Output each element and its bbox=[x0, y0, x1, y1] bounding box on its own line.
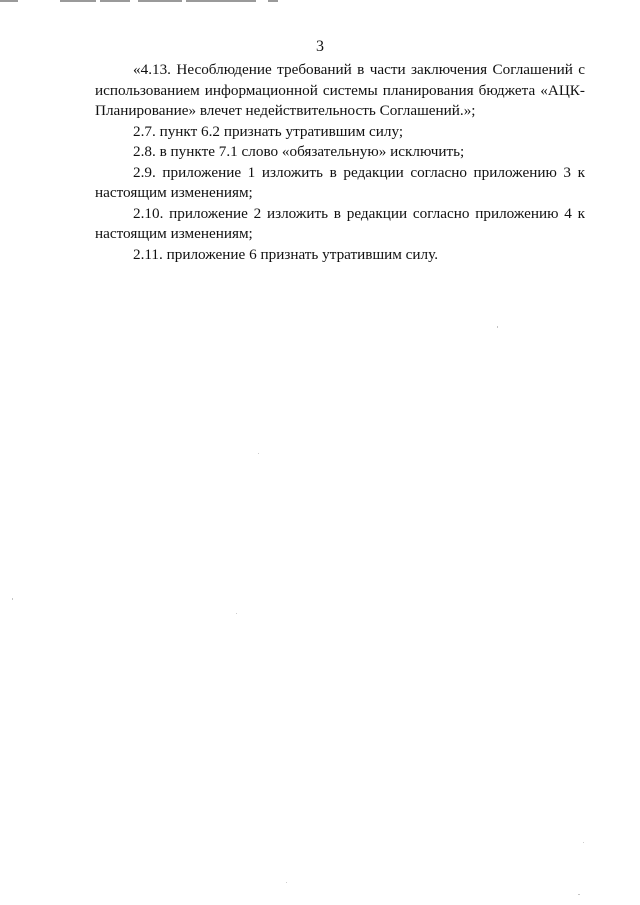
scan-speck bbox=[286, 882, 287, 883]
scan-edge-marks bbox=[0, 0, 640, 4]
page-number: 3 bbox=[316, 38, 324, 55]
paragraph-2-10: 2.10. приложение 2 изложить в редакции согласно приложению 4 к настоящим изменениям; bbox=[95, 204, 585, 242]
scan-speck bbox=[258, 453, 259, 454]
paragraph-2-9: 2.9. приложение 1 изложить в редакции согласно приложению 3 к настоящим изменениям; bbox=[95, 163, 585, 201]
paragraph-4-13: «4.13. Несоблюдение требований в части заключения Соглашений с использованием информационной системы планирования бюджета «АЦК-Планирование» влечет недействительность Соглашений.»; bbox=[95, 61, 585, 119]
scan-speck bbox=[12, 598, 13, 600]
paragraph-2-8: 2.8. в пункте 7.1 слово «обязательную» исключить; bbox=[133, 143, 465, 160]
scan-speck bbox=[497, 326, 498, 328]
scan-speck bbox=[236, 613, 237, 614]
paragraph-2-7: 2.7. пункт 6.2 признать утратившим силу; bbox=[133, 122, 404, 140]
scan-speck bbox=[578, 894, 580, 895]
paragraph-2-11: 2.11. приложение 6 признать утратившим силу. bbox=[133, 245, 438, 263]
scan-speck bbox=[583, 842, 584, 843]
document-body bbox=[95, 60, 585, 265]
